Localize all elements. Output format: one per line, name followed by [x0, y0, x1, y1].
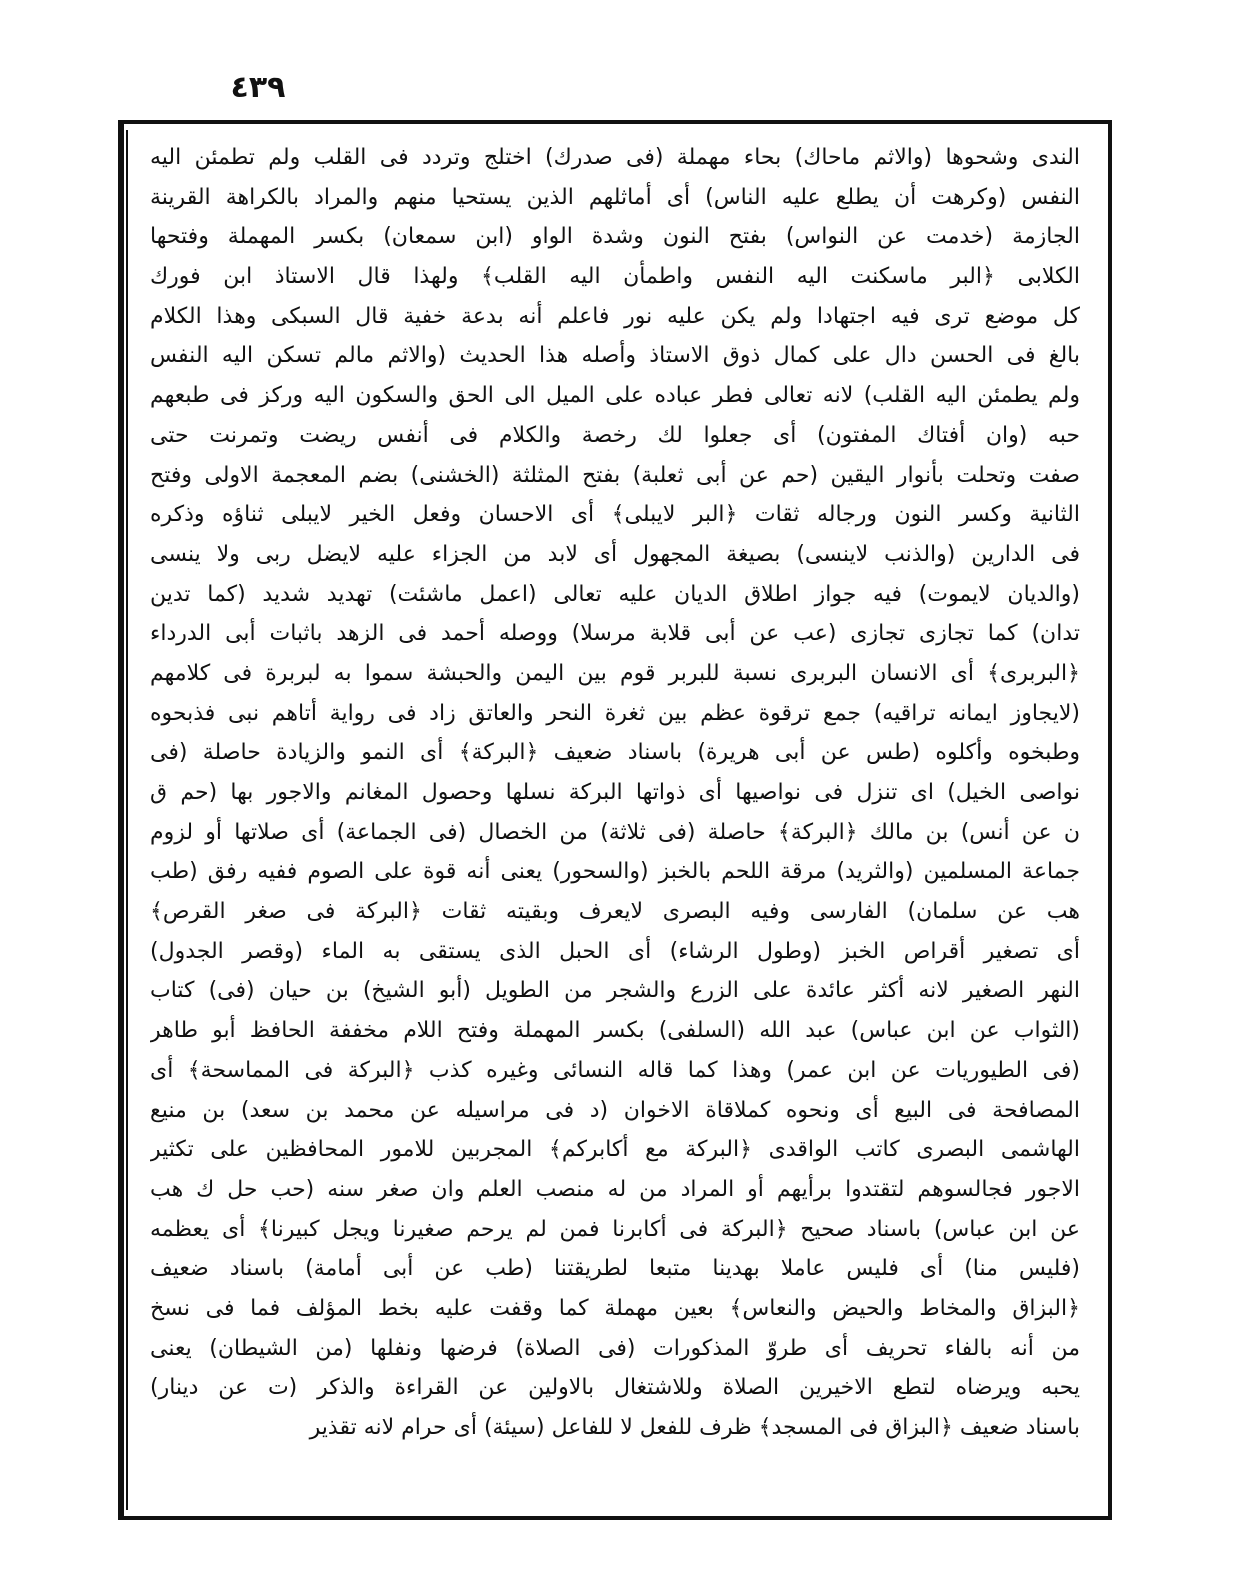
text-line: ولم يطمئن اليه القلب) لانه تعالى فطر عباده على الميل الى الحق والسكون اليه وركز فى طبعهم — [150, 383, 1080, 409]
text-line: صفت وتحلت بأنوار اليقين (حم عن أبى ثعلبة) بفتح المثلثة (الخشنى) بضم المعجمة الاولى وفتح — [150, 462, 1080, 488]
text-line: باسناد ضعيف ﴿البزاق فى المسجد﴾ ظرف للفعل لا للفاعل (سيئة) أى حرام لانه تقذير — [309, 1415, 1080, 1440]
text-line: الجازمة (خدمت عن النواس) بفتح النون وشدة الواو (ابن سمعان) بكسر المهملة وفتحها — [150, 224, 1080, 250]
text-line: أى تصغير أقراص الخبز (وطول الرشاء) أى الحبل الذى يستقى به الماء (وقصر الجدول) — [150, 938, 1080, 964]
text-line: يحبه ويرضاه لتطع الاخيرين الصلاة وللاشتغال بالاولين عن القراءة والذكر (ت عن دينار) — [150, 1375, 1080, 1401]
text-line: (لايجاوز ايمانه تراقيه) جمع ترقوة عظم بين ثغرة النحر والعاتق زاد فى رواية أتاهم نبى فذبحوه — [150, 700, 1080, 726]
text-line: الثانية وكسر النون ورجاله ثقات ﴿البر لايبلى﴾ أى الاحسان وفعل الخير لايبلى ثناؤه وذكره — [150, 502, 1080, 528]
text-line: الهاشمى البصرى كاتب الواقدى ﴿البركة مع أكابركم﴾ المجربين للامور المحافظين على تكثير — [150, 1137, 1080, 1163]
text-line: ن عن أنس) بن مالك ﴿البركة﴾ حاصلة (فى ثلاثة) من الخصال (فى الجماعة) أى صلاتها أو لزوم — [150, 819, 1080, 845]
text-line: كل موضع ترى فيه اجتهادا ولم يكن عليه نور فاعلم أنه بدعة خفية قال السبكى وهذا الكلام — [150, 303, 1080, 329]
text-line: (الثواب عن ابن عباس) عبد الله (السلفى) بكسر المهملة وفتح اللام مخففة الحافظ أبو طاهر — [150, 1018, 1080, 1044]
text-line: الندى وشحوها (والاثم ماحاك) بحاء مهملة (فى صدرك) اختلج وتردد فى القلب ولم تطمئن اليه — [150, 145, 1080, 170]
text-line: فى الدارين (والذنب لاينسى) بصيغة المجهول أى لابد من الجزاء عليه لايضل ربى ولا ينسى — [150, 541, 1080, 567]
text-line: (فى الطيوريات عن ابن عمر) وهذا كما قاله النسائى وغيره كذب ﴿البركة فى المماسحة﴾ أى — [150, 1057, 1080, 1083]
main-text-block — [150, 138, 1080, 1508]
text-line: جماعة المسلمين (والثريد) مرقة اللحم بالخبز (والسحور) يعنى أنه قوة على الصوم ففيه رفق (طب — [150, 859, 1080, 885]
text-line: عن ابن عباس) باسناد صحيح ﴿البركة فى أكابرنا فمن لم يرحم صغيرنا ويجل كبيرنا﴾ أى يعظمه — [150, 1216, 1080, 1242]
page-number: ٤٣٩ — [230, 70, 286, 105]
text-line: نواصى الخيل) اى تنزل فى نواصيها أى ذواتها البركة نسلها وحصول المغانم والاجور بها (حم ق — [150, 780, 1080, 805]
text-line: ﴿البربرى﴾ أى الانسان البربرى نسبة للبربر قوم بين اليمن والحبشة سموا به لبربرة فى كلامهم — [150, 660, 1080, 686]
text-line: هب عن سلمان) الفارسى وفيه البصرى لايعرف وبقيته ثقات ﴿البركة فى صغر القرص﴾ — [150, 899, 1080, 925]
text-line: (فليس منا) أى فليس عاملا بهدينا متبعا لطريقتنا (طب عن أبى أمامة) باسناد ضعيف — [150, 1256, 1080, 1282]
text-line: ﴿البزاق والمخاط والحيض والنعاس﴾ بعين مهملة كما وقفت عليه بخط المؤلف فما فى نسخ — [150, 1295, 1080, 1321]
text-line: الكلابى ﴿البر ماسكنت اليه النفس واطمأن اليه القلب﴾ ولهذا قال الاستاذ ابن فورك — [150, 264, 1080, 290]
text-line: النفس (وكرهت أن يطلع عليه الناس) أى أماثلهم الذين يستحيا منهم والمراد بالكراهة القرينة — [150, 184, 1080, 210]
text-line: (والديان لايموت) فيه جواز اطلاق الديان عليه تعالى (اعمل ماشئت) تهديد شديد (كما تدين — [150, 581, 1080, 607]
text-line: النهر الصغير لانه أكثر عائدة على الزرع والشجر من الطويل (أبو الشيخ) بن حيان (فى) كتاب — [150, 978, 1080, 1004]
text-line: تدان) كما تجازى تجازى (عب عن أبى قلابة مرسلا) ووصله أحمد فى الزهد باثبات أبى الدرداء — [150, 621, 1080, 647]
text-line: حبه (وان أفتاك المفتون) أى جعلوا لك رخصة والكلام فى أنفس ريضت وتمرنت حتى — [150, 422, 1080, 448]
text-line: المصافحة فى البيع أى ونحوه كملاقاة الاخوان (د فى مراسيله عن محمد بن سعد) بن منيع — [150, 1097, 1080, 1123]
text-line: وطبخوه وأكلوه (طس عن أبى هريرة) باسناد ضعيف ﴿البركة﴾ أى النمو والزيادة حاصلة (فى — [150, 740, 1080, 766]
margin-rule — [126, 130, 128, 1510]
text-line: من أنه بالفاء تحريف أى طروّ المذكورات (فى الصلاة) فرضها ونفلها (من الشيطان) يعنى — [150, 1335, 1080, 1361]
text-line: الاجور فجالسوهم لتقتدوا برأيهم أو المراد من له منصب العلم وان صغر سنه (حب حل ك هب — [150, 1176, 1080, 1202]
text-line: بالغ فى الحسن دال على كمال ذوق الاستاذ وأصله هذا الحديث (والاثم مالم تسكن اليه النفس — [150, 343, 1080, 369]
